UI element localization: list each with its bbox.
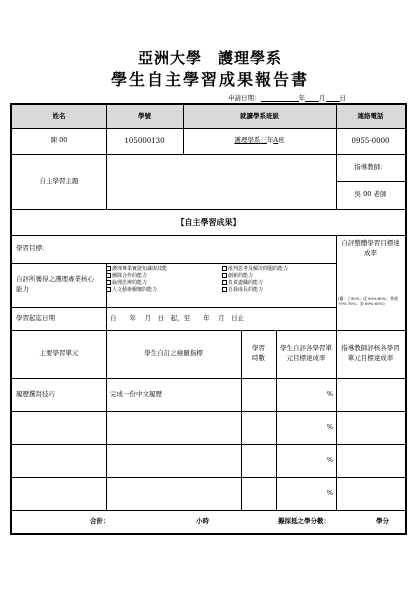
col-unit-header: 主要學習單元 [39,349,79,358]
report-form [10,103,407,535]
grid-line [241,330,242,510]
option-label: 團隊合作的能力 [112,273,148,279]
option-label: 負責盡職的能力 [228,280,264,286]
grid-line [12,477,405,478]
competency-option-2[interactable] [106,272,218,279]
competency-option-4[interactable] [106,286,218,293]
grid-line [12,209,405,210]
grid-line [12,510,405,511]
class-suffix: 班 [278,136,285,145]
grid-line [12,378,405,379]
unit-row-4-hours[interactable] [241,477,276,510]
grid-line [12,235,405,236]
grid-line [106,105,107,209]
unit-row-4-unit[interactable] [16,477,104,510]
credits-unit: 學分 [376,516,389,525]
col-self-rate-header: 學生自評各學習單元目標達成率 [280,344,332,362]
unit-row-2-unit[interactable] [16,411,104,444]
col-teacher-rate-header: 指導教師評核各學習單元目標達成率 [341,344,400,362]
unit-row-2-self-rate[interactable]: % [326,422,333,431]
grid-line [12,263,336,264]
grid-line [336,235,337,330]
grid-line [336,105,337,209]
theme-label: 自主學習主題 [39,176,79,185]
col-hours-header: 學習時數 [252,344,265,362]
unit-row-1-teacher-rate[interactable] [336,378,405,411]
option-label: 自我成長的能力 [228,287,264,293]
apply-date [228,93,346,102]
unit-row-4-indicator[interactable] [110,477,240,510]
theme-input[interactable] [106,154,336,209]
student-phone: 0955-0000 [351,136,390,145]
month-unit: 月 [319,94,326,102]
unit-row-1-indicator[interactable]: 完成一份中文履歷 [110,389,162,398]
class-dept: 護理學系 [234,136,261,145]
competency-label: 自評所獲得之護理專業核心能力 [16,275,94,293]
period-text[interactable]: 自 年 月 日 起，至 年 月 日止 [110,313,245,322]
grid-line [12,307,336,308]
day-unit: 日 [339,94,346,102]
unit-row-3-unit[interactable] [16,444,104,477]
grading-note: (優：≧90%；佳 89%-80%；普通 79%-70%；良 69%-60%) [338,296,398,307]
name-header: 姓名 [12,105,106,128]
grid-line [276,330,277,510]
competency-option-6[interactable] [222,272,334,279]
competency-left-options [106,265,218,293]
apply-date-label: 申請日期： [228,94,261,102]
advisor-label: 指導教師： [354,162,387,171]
grid-line [12,128,405,129]
unit-row-4-self-rate[interactable]: % [326,488,333,497]
credits-label: 擬採抵之學分數： [278,516,330,525]
class-section: A [273,136,279,145]
competency-option-8[interactable] [222,286,334,293]
checkbox-icon[interactable] [222,273,227,278]
competency-option-3[interactable] [106,279,218,286]
grid-line [106,263,107,330]
advisor-name: 吳 00 老師 [354,190,387,199]
phone-header: 連絡電話 [336,105,405,128]
checkbox-icon[interactable] [222,287,227,292]
unit-row-3-indicator[interactable] [110,444,240,477]
competency-right-options [222,265,334,293]
competency-option-1[interactable] [106,265,218,272]
grid-line [12,411,405,412]
option-label: 創新的能力 [228,273,254,279]
grid-line [12,330,405,331]
results-heading: 【自主學習成果】 [176,217,241,227]
option-label: 倫理思辨的能力 [112,280,148,286]
grid-line [336,330,337,510]
unit-row-4-teacher-rate[interactable] [336,477,405,510]
student-id: 105000130 [124,136,165,145]
year-unit: 年 [298,94,305,102]
id-header: 學號 [106,105,183,128]
apply-day-blank[interactable] [326,94,340,102]
school-title: 亞洲大學 護理學系 [137,49,282,67]
grid-line [183,105,184,154]
col-indicator-header: 學生自訂之檢覈指標 [144,349,203,358]
option-label: 護理專業實證知識與技能 [112,266,168,272]
overall-rate-label: 自評整體學習目標達成率 [341,239,400,257]
competency-option-5[interactable] [222,265,334,272]
grid-line [336,181,405,182]
student-class [183,128,336,154]
option-label: 人文藝術關懷的能力 [112,287,158,293]
apply-year-blank[interactable] [261,94,299,102]
period-label: 學習起迄日期 [16,313,55,322]
checkbox-icon[interactable] [222,266,227,271]
unit-row-1-hours[interactable] [241,378,276,411]
apply-month-blank[interactable] [305,94,319,102]
grid-line [106,330,107,510]
unit-row-2-indicator[interactable] [110,411,240,444]
class-year: 三 [260,136,267,145]
class-year-unit: 年 [266,136,274,145]
report-title: 學生自主學習成果報告書 [110,70,309,89]
unit-row-3-self-rate[interactable]: % [326,455,333,464]
competency-option-7[interactable] [222,279,334,286]
unit-row-3-teacher-rate[interactable] [336,444,405,477]
unit-row-3-hours[interactable] [241,444,276,477]
total-label: 合計： [90,516,110,525]
hours-unit: 小時 [196,516,209,525]
student-name: 陳 00 [50,136,68,145]
checkbox-icon[interactable] [222,280,227,285]
unit-row-2-hours[interactable] [241,411,276,444]
unit-row-2-teacher-rate[interactable] [336,411,405,444]
grid-line [12,154,405,155]
unit-row-1-self-rate[interactable]: % [326,389,333,398]
grid-line [12,444,405,445]
unit-row-1-unit[interactable]: 履歷撰寫技巧 [16,389,55,398]
option-label: 批判思考及解決問題的能力 [228,266,289,272]
goal-label: 學習目標： [16,244,49,253]
class-header: 就讀學系班級 [183,105,336,128]
